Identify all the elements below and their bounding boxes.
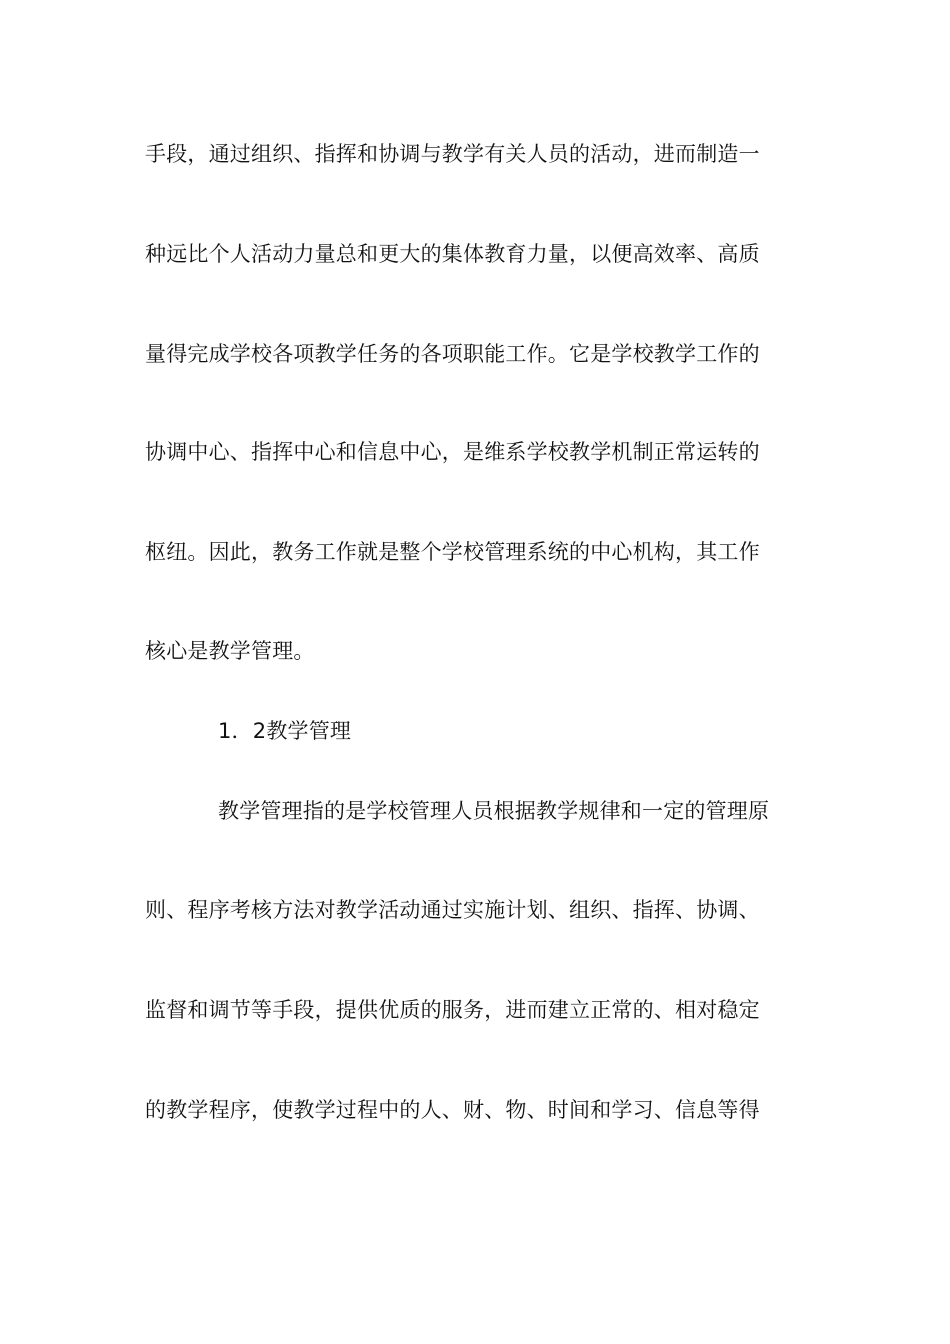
paragraph-line: 监督和调节等手段，提供优质的服务，进而建立正常的、相对稳定 [145,998,760,1022]
paragraph-line: 量得完成学校各项教学任务的各项职能工作。它是学校教学工作的 [145,342,760,366]
paragraph-line: 核心是教学管理。 [145,639,315,663]
paragraph-line: 教学管理指的是学校管理人员根据教学规律和一定的管理原 [218,799,770,823]
paragraph-line: 的教学程序，使教学过程中的人、财、物、时间和学习、信息等得 [145,1098,760,1122]
paragraph-line: 手段，通过组织、指挥和协调与教学有关人员的活动，进而制造一 [145,142,760,166]
paragraph-line: 种远比个人活动力量总和更大的集体教育力量，以便高效率、高质 [145,242,760,266]
paragraph-line: 则、程序考核方法对教学活动通过实施计划、组织、指挥、协调、 [145,898,760,922]
paragraph-line: 协调中心、指挥中心和信息中心，是维系学校教学机制正常运转的 [145,440,760,464]
paragraph-line: 枢纽。因此，教务工作就是整个学校管理系统的中心机构，其工作 [145,540,760,564]
section-heading: 1．2教学管理 [218,719,352,743]
